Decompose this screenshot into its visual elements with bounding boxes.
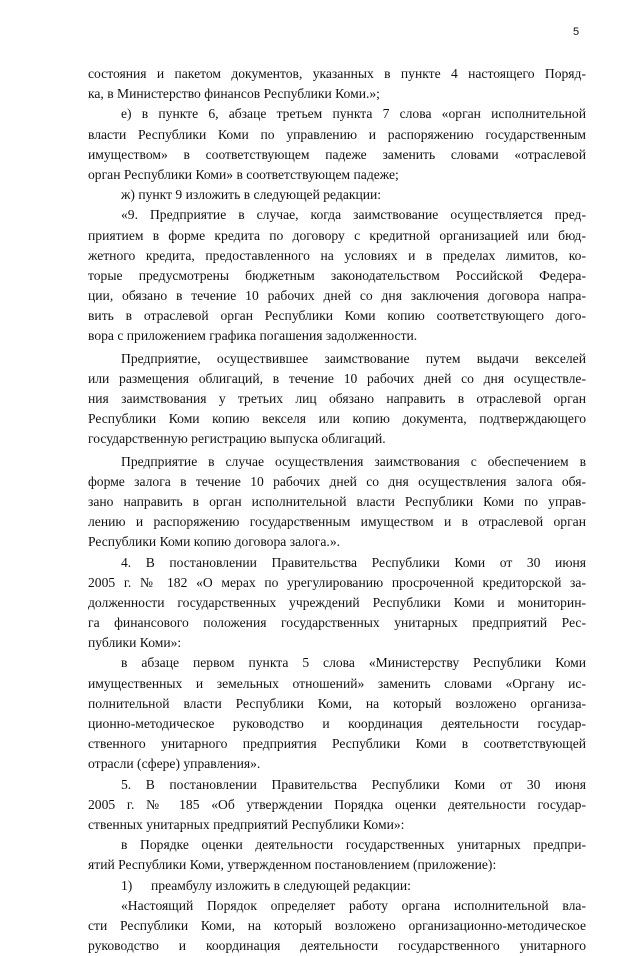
text-line: в абзаце первом пункта 5 слова «Министерству Республики Коми (121, 655, 586, 671)
text-line: Предприятие в случае осуществления заимствования с обеспечением в (121, 453, 586, 469)
text-line: ж) пункт 9 изложить в следующей редакции: (121, 187, 382, 203)
paragraph (88, 185, 586, 205)
text-line: «Настоящий Порядок определяет работу органа исполнительной вла- (121, 897, 586, 913)
paragraph (88, 349, 586, 450)
text-line: Республики Коми копию договора залога.». (88, 534, 341, 550)
text-line: торые предусмотрены бюджетным законодательством Российской Федера- (88, 267, 586, 283)
text-line: ственного унитарного предприятия Республики Коми в соответствующей (88, 736, 586, 752)
text-line: вора с приложением графика погашения задолженности. (88, 328, 418, 344)
text-line: приятием в форме кредита по договору с кредитной организацией или бюд- (88, 227, 586, 243)
text-line: вить в отраслевой орган Республики Коми копию соответствующего дого- (88, 308, 586, 324)
text-line: лению и распоряжению государственным имуществом и в отраслевой орган (88, 514, 586, 530)
text-line: власти Республики Коми по управлению и распоряжению государственным (88, 126, 586, 142)
text-line: 5. В постановлении Правительства Республики Коми от 30 июня (121, 776, 586, 792)
list-item-text: преамбулу изложить в следующей редакции: (151, 877, 411, 893)
text-line: ции, обязано в течение 10 рабочих дней со дня заключения договора напра- (88, 288, 586, 304)
text-line: публики Коми»: (88, 635, 182, 651)
paragraph (88, 205, 586, 346)
text-line: «9. Предприятие в случае, когда заимствование осуществляется пред- (121, 207, 586, 223)
text-line: имущественных и земельных отношений» заменить словами «Органу ис- (88, 675, 586, 691)
list-item (88, 876, 586, 896)
text-line: долженности государственных учреждений Республики Коми и мониторин- (88, 594, 586, 610)
text-line: ния заимствования у третьих лиц обязано направить в отраслевой орган (88, 391, 586, 406)
text-line (88, 876, 586, 896)
text-line: зано направить в орган исполнительной власти Республики Коми по управ- (88, 493, 586, 509)
document-body (88, 64, 586, 956)
paragraph (88, 452, 586, 553)
paragraph (88, 835, 586, 875)
text-line: га финансового положения государственных унитарных предприятий Рес- (88, 615, 586, 631)
list-item-number: 1) (121, 877, 133, 893)
text-line: в Порядке оценки деятельности государственных унитарных предпри- (121, 837, 586, 853)
text-line: руководство и координация деятельности государственного унитарного (88, 938, 586, 954)
text-line: е) в пункте 6, абзаце третьем пункта 7 слова «орган исполнительной (121, 106, 586, 122)
text-line: орган Республики Коми» в соответствующем падеже; (88, 166, 399, 182)
text-line: ционно-методическое руководство и координация деятельности государ- (88, 716, 586, 731)
text-line: отрасли (сфере) управления». (88, 756, 261, 772)
text-line: жетного кредита, предоставленного на условиях и в пределах лимитов, ко- (88, 247, 586, 263)
paragraph (88, 553, 586, 654)
text-line: ка, в Министерство финансов Республики Коми.»; (88, 86, 380, 102)
paragraph (88, 104, 586, 185)
text-line: сти Республики Коми, на который возложено организационно-методическое (88, 917, 586, 933)
text-line: 2005 г. № 185 «Об утверждении Порядка оценки деятельности государ- (88, 796, 586, 812)
text-line: 2005 г. № 182 «О мерах по урегулированию просроченной кредиторской за- (88, 574, 586, 590)
text-line: Предприятие, осуществившее заимствование путем выдачи векселей (121, 350, 586, 366)
paragraph (88, 64, 586, 104)
paragraph (88, 653, 586, 774)
text-line: ятий Республики Коми, утвержденном постановлением (приложение): (88, 857, 497, 873)
text-line: полнительной власти Республики Коми, на который возложено организа- (88, 695, 586, 711)
text-line: состояния и пакетом документов, указанных в пункте 4 настоящего Поряд- (88, 66, 586, 81)
text-line: 4. В постановлении Правительства Республики Коми от 30 июня (121, 554, 586, 570)
text-line: форме залога в течение 10 рабочих дней со дня осуществления залога обя- (88, 473, 586, 489)
text-line: государственную регистрацию выпуска облигаций. (88, 431, 386, 447)
text-line: имуществом» в соответствующем падеже заменить словами «отраслевой (88, 146, 586, 162)
text-line: Республики Коми копию векселя или копию документа, подтверждающего (88, 411, 586, 427)
text-line: ственных унитарных предприятий Республики Коми»: (88, 816, 405, 832)
page-number: 5 (573, 26, 580, 38)
text-line: или размещения облигаций, в течение 10 рабочих дней со дня осуществле- (88, 370, 586, 386)
paragraph (88, 775, 586, 836)
